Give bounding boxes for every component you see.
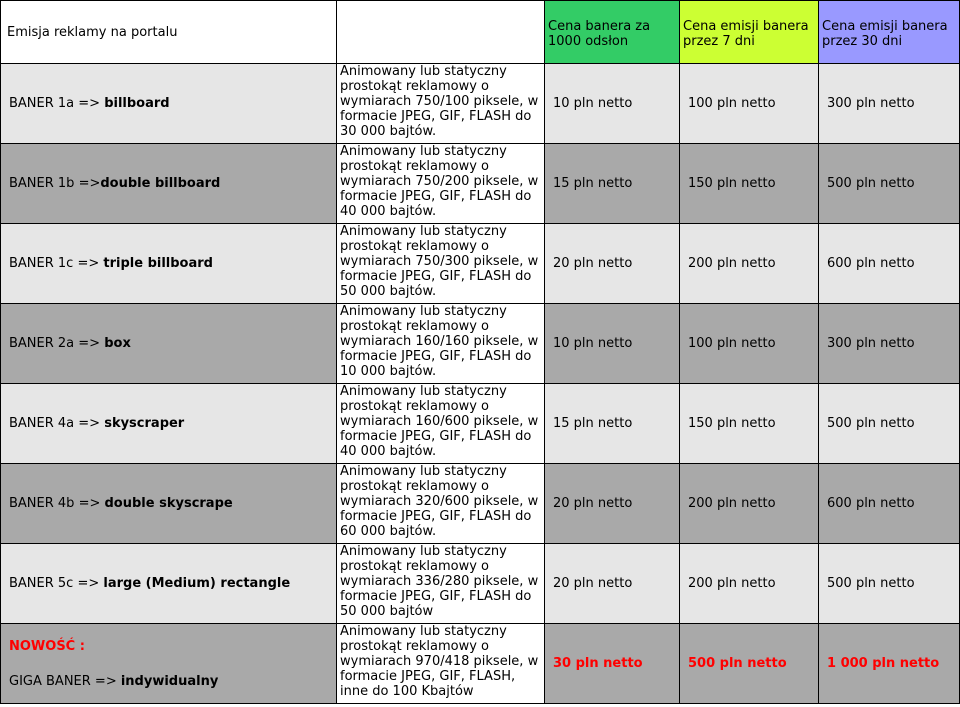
banner-type: skyscraper (104, 416, 185, 431)
price-7-days: 200 pln netto (680, 544, 819, 624)
price-1000-views: 15 pln netto (545, 144, 680, 224)
header-price-1000-views: Cena banera za 1000 odsłon (545, 1, 680, 64)
banner-name-cell (1, 624, 337, 704)
banner-type: indywidualny (120, 673, 219, 689)
banner-prefix: BANER 5c => (9, 576, 104, 591)
price-30-days: 600 pln netto (819, 224, 960, 304)
table-row (1, 464, 960, 544)
table-row (1, 384, 960, 464)
banner-description: Animowany lub statyczny prostokąt reklamowy o wymiarach 970/418 piksele, w formacie JPEG, GIF, FLASH, inne do 100 Kbajtów (337, 624, 545, 704)
price-30-days: 300 pln netto (819, 64, 960, 144)
price-30-days: 600 pln netto (819, 464, 960, 544)
price-1000-views: 10 pln netto (545, 304, 680, 384)
new-badge: NOWOŚĆ : (9, 638, 85, 654)
banner-prefix: BANER 1a => (9, 96, 105, 111)
price-1000-views: 20 pln netto (545, 544, 680, 624)
price-7-days: 500 pln netto (680, 624, 819, 704)
table-title: Emisja reklamy na portalu (1, 1, 337, 64)
table-row (1, 224, 960, 304)
banner-name-cell (1, 144, 337, 224)
table-row (1, 304, 960, 384)
price-7-days: 200 pln netto (680, 464, 819, 544)
price-30-days: 500 pln netto (819, 384, 960, 464)
banner-name-cell (1, 464, 337, 544)
price-30-days: 300 pln netto (819, 304, 960, 384)
price-1000-views: 10 pln netto (545, 64, 680, 144)
banner-name-cell (1, 304, 337, 384)
price-1000-views: 20 pln netto (545, 464, 680, 544)
banner-type: double skyscrape (104, 496, 233, 511)
banner-type: double billboard (100, 176, 221, 191)
price-30-days: 500 pln netto (819, 544, 960, 624)
banner-name-cell (1, 64, 337, 144)
banner-prefix: BANER 4b => (9, 496, 105, 511)
banner-description: Animowany lub statyczny prostokąt reklamowy o wymiarach 336/280 piksele, w formacie JPEG, GIF, FLASH do 50 000 bajtów (337, 544, 545, 624)
banner-type: triple billboard (103, 256, 213, 271)
price-7-days: 200 pln netto (680, 224, 819, 304)
banner-description: Animowany lub statyczny prostokąt reklamowy o wymiarach 160/600 piksele, w formacie JPEG, GIF, FLASH do 40 000 bajtów. (337, 384, 545, 464)
banner-prefix: BANER 2a => (9, 336, 105, 351)
banner-prefix: BANER 4a => (9, 416, 105, 431)
price-7-days: 150 pln netto (680, 384, 819, 464)
price-1000-views: 15 pln netto (545, 384, 680, 464)
banner-type: large (Medium) rectangle (103, 576, 291, 591)
table-row (1, 544, 960, 624)
header-price-30-days: Cena emisji banera przez 30 dni (819, 1, 960, 64)
banner-description: Animowany lub statyczny prostokąt reklamowy o wymiarach 750/200 piksele, w formacie JPEG, GIF, FLASH do 40 000 bajtów. (337, 144, 545, 224)
banner-type: box (104, 336, 131, 351)
banner-prefix: BANER 1b => (9, 176, 101, 191)
banner-description: Animowany lub statyczny prostokąt reklamowy o wymiarach 750/100 piksele, w formacie JPEG, GIF, FLASH do 30 000 bajtów. (337, 64, 545, 144)
banner-type: billboard (104, 96, 170, 111)
header-price-7-days: Cena emisji banera przez 7 dni (680, 1, 819, 64)
banner-description: Animowany lub statyczny prostokąt reklamowy o wymiarach 160/160 piksele, w formacie JPEG, GIF, FLASH do 10 000 bajtów. (337, 304, 545, 384)
table-header-row (1, 1, 960, 64)
banner-name-cell (1, 544, 337, 624)
banner-description: Animowany lub statyczny prostokąt reklamowy o wymiarach 320/600 piksele, w formacie JPEG, GIF, FLASH do 60 000 bajtów. (337, 464, 545, 544)
price-7-days: 100 pln netto (680, 304, 819, 384)
price-30-days: 1 000 pln netto (819, 624, 960, 704)
price-7-days: 100 pln netto (680, 64, 819, 144)
banner-description: Animowany lub statyczny prostokąt reklamowy o wymiarach 750/300 piksele, w formacie JPEG, GIF, FLASH do 50 000 bajtów. (337, 224, 545, 304)
table-row-giga-banner (1, 624, 960, 704)
banner-name-cell (1, 224, 337, 304)
table-row (1, 144, 960, 224)
price-1000-views: 30 pln netto (545, 624, 680, 704)
banner-prefix: BANER 1c => (9, 256, 104, 271)
banner-prefix: GIGA BANER => (9, 673, 121, 689)
banner-name-cell (1, 384, 337, 464)
table-row (1, 64, 960, 144)
price-30-days: 500 pln netto (819, 144, 960, 224)
price-7-days: 150 pln netto (680, 144, 819, 224)
header-spacer (337, 1, 545, 64)
price-1000-views: 20 pln netto (545, 224, 680, 304)
